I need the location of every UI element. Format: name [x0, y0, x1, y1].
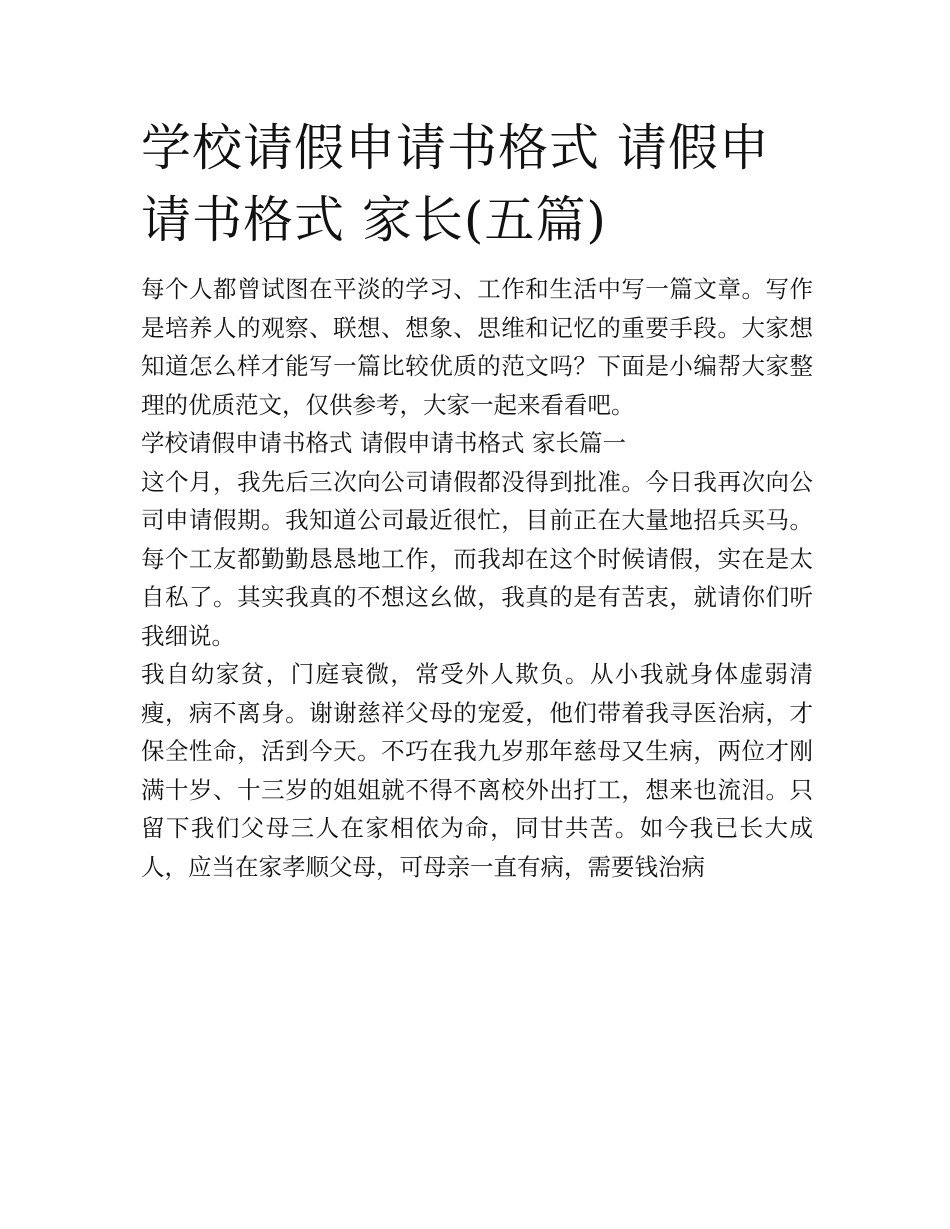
document-page	[141, 112, 813, 886]
intro-paragraph: 每个人都曾试图在平淡的学习、工作和生活中写一篇文章。写作是培养人的观察、联想、想象、思维和记忆的重要手段。大家想知道怎么样才能写一篇比较优质的范文吗？下面是小编帮大家整理的优质范文，仅供参考，大家一起来看看吧。	[141, 275, 813, 419]
body-paragraph: 我自幼家贫，门庭衰微，常受外人欺负。从小我就身体虚弱清瘦，病不离身。谢谢慈祥父母的宠爱，他们带着我寻医治病，才保全性命，活到今天。不巧在我九岁那年慈母又生病，两位才刚满十岁、十三岁的姐姐就不得不离校外出打工，想来也流泪。只留下我们父母三人在家相依为命，同甘共苦。如今我已长大成人，应当在家孝顺父母，可母亲一直有病，需要钱治病	[141, 660, 813, 881]
body-paragraph: 这个月，我先后三次向公司请假都没得到批准。今日我再次向公司申请假期。我知道公司最近很忙，目前正在大量地招兵买马。每个工友都勤勤恳恳地工作，而我却在这个时候请假，实在是太自私了。其实我真的不想这幺做，我真的是有苦衷，就请你们听我细说。	[141, 467, 813, 650]
document-title: 学校请假申请书格式 请假申请书格式 家长(五篇)	[141, 119, 770, 249]
section-heading: 学校请假申请书格式 请假申请书格式 家长篇一	[141, 429, 626, 457]
